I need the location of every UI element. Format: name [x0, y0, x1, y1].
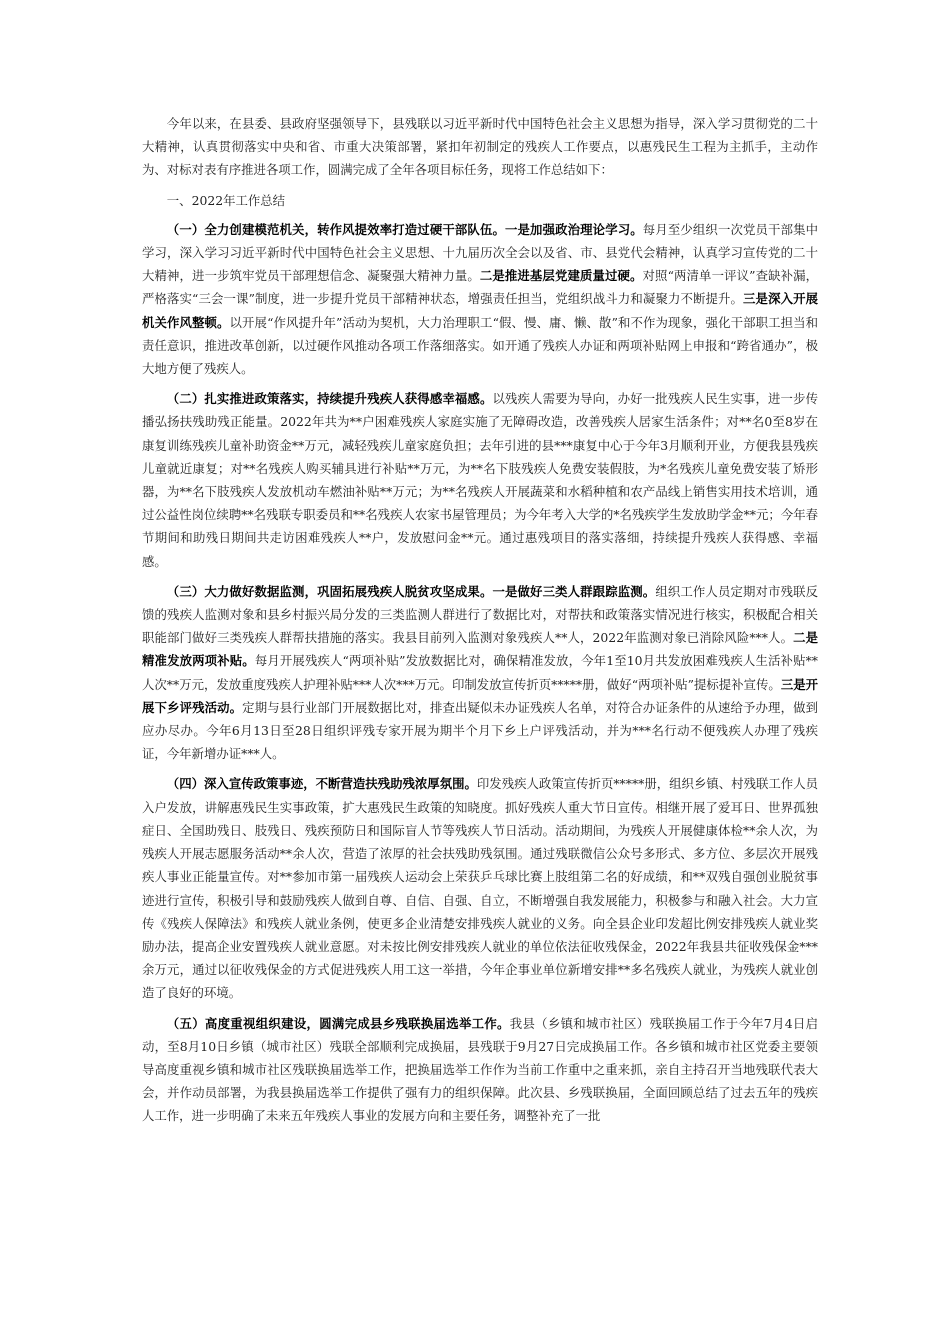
section-heading [142, 189, 818, 212]
paragraph-5 [142, 1012, 818, 1128]
paragraph-1-title: （一）全力创建模范机关，转作风提效率打造过硬干部队伍。 [166, 221, 505, 237]
document-page [142, 112, 818, 1135]
paragraph-3 [142, 580, 818, 766]
paragraph-4-text: 印发残疾人政策宣传折页*****册，组织乡镇、村残联工作人员入户发放，讲解惠残民生实事政策，扩大惠残民生政策的知晓度。抓好残疾人重大节日宣传。相继开展了爱耳日、世界孤独症日、全国助残日、肢残日、残疾预防日和国际盲人节等残疾人节日活动。活动期间，为残疾人开展健康体检**余人次，为残疾人开展志愿服务活动**余人次，营造了浓厚的社会扶残助残氛围。通过残联微信公众号多形式、多方位、多层次开展残疾人事业正能量宣传。对**参加市第一届残疾人运动会上荣获乒乓球比赛上肢组第二名的好成绩，和**双残自强创业脱贫事迹进行宣传，积极引导和鼓励残疾人做到自尊、自信、自强、自立，不断增强自我发展能力，积极参与和融入社会。大力宣传《残疾人保障法》和残疾人就业条例，使更多企业清楚安排残疾人就业的义务。向全县企业印发超比例安排残疾人就业奖励办法，提高企业安置残疾人就业意愿。对未按比例安排残疾人就业的单位依法征收残保金，2022年我县共征收残保金***余万元，通过以征收残保金的方式促进残疾人用工这一举措，今年企事业单位新增安排**多名残疾人就业，为残疾人就业创造了良好的环境。 [142, 776, 818, 1001]
paragraph-3-lead-2: 二是精准发放两项补贴。 [142, 630, 818, 669]
paragraph-3-title: （三）大力做好数据监测，巩固拓展残疾人脱贫攻坚成果。 [166, 583, 493, 599]
paragraph-1-text-1: 每月至少组织一次党员干部集中学习，深入学习习近平新时代中国特色社会主义思想、十九届历次全会以及省、市、县党代会精神，认真学习宣传党的二十大精神，进一步筑牢党员干部理想信念、凝聚强大精神力量。 [142, 221, 819, 284]
paragraph-3-text-1: 组织工作人员定期对市残联反馈的残疾人监测对象和县乡村振兴局分发的三类监测人群进行了数据比对，对帮扶和政策落实情况进行核实，积极配合相关职能部门做好三类残疾人群帮扶措施的落实。我县目前列入监测对象残疾人**人，2022年监测对象已消除风险***人。 [142, 583, 819, 646]
paragraph-1-lead-2: 二是推进基层党建质量过硬。 [479, 268, 643, 284]
paragraph-2-title: （二）扎实推进政策落实，持续提升残疾人获得感幸福感。 [166, 391, 493, 407]
paragraph-1-lead-3: 三是深入开展机关作风整顿。 [142, 291, 819, 330]
paragraph-4-title: （四）深入宣传政策事迹，不断营造扶残助残浓厚氛围。 [166, 776, 477, 792]
paragraph-2-text: 以残疾人需要为导向，办好一批残疾人民生实事，进一步传播弘扬扶残助残正能量。2022年共为**户困难残疾人家庭实施了无障碍改造，改善残疾人居家生活条件；对**名0至8岁在康复训练残疾儿童补助资金**万元，减轻残疾儿童家庭负担；去年引进的县***康复中心于今年3月顺利开业，方便我县残疾儿童就近康复；对**名残疾人购买辅具进行补贴**万元，为**名下肢残疾人免费安装假肢，为*名残疾儿童免费安装了矫形器，为**名下肢残疾人发放机动车燃油补贴**万元；为**名残疾人开展蔬菜和水稻种植和农产品线上销售实用技术培训，通过公益性岗位续聘**名残联专职委员和**名残疾人农家书屋管理员；为今年考入大学的*名残疾学生发放助学金**元；今年春节期间和助残日期间共走访困难残疾人**户，发放慰问金**元。通过惠残项目的落实落细，持续提升残疾人获得感、幸福感。 [142, 391, 819, 569]
intro-text: 今年以来，在县委、县政府坚强领导下，县残联以习近平新时代中国特色社会主义思想为指导，深入学习贯彻党的二十大精神，认真贯彻落实中央和省、市重大决策部署，紧扣年初制定的残疾人工作要点，以惠残民生工程为主抓手，主动作为、对标对表有序推进各项工作，圆满完成了全年各项目标任务，现将工作总结如下： [142, 116, 818, 178]
paragraph-1-text-3: 以开展“作风提升年”活动为契机，大力治理职工“假、慢、庸、懒、散”和不作为现象，强化干部职工担当和责任意识，推进改革创新，以过硬作风推动各项工作落细落实。如开通了残疾人办证和两项补贴网上申报和“跨省通办”，极大地方便了残疾人。 [142, 314, 818, 377]
paragraph-1 [142, 218, 818, 380]
paragraph-2 [142, 387, 818, 573]
paragraph-5-text: 我县（乡镇和城市社区）残联换届工作于今年7月4日启动，至8月10日乡镇（城市社区）残联全部顺利完成换届，县残联于9月27日完成换届工作。各乡镇和城市社区党委主要领导高度重视乡镇和城市社区残联换届选举工作，把换届选举工作作为当前工作重中之重来抓，亲自主持召开当地残联代表大会，并作动员部署，为我县换届选举工作提供了强有力的组织保障。此次县、乡残联换届，全面回顾总结了过去五年的残疾人工作，进一步明确了未来五年残疾人事业的发展方向和主要任务，调整补充了一批 [142, 1015, 818, 1124]
paragraph-4 [142, 772, 818, 1004]
intro-paragraph [142, 112, 818, 182]
paragraph-3-lead-3: 三是开展下乡评残活动。 [142, 676, 819, 715]
section-heading-text: 一、2022年工作总结 [166, 192, 286, 208]
paragraph-1-lead-1: 一是加强政治理论学习。 [505, 221, 643, 237]
paragraph-1-text-2: 对照“两清单一评议”查缺补漏，严格落实“三会一课”制度，进一步提升党员干部精神状态，增强责任担当，党组织战斗力和凝聚力不断提升。 [142, 268, 819, 307]
paragraph-3-text-3: 定期与县行业部门开展数据比对，排查出疑似未办证残疾人名单，对符合办证条件的从速给予办理，做到应办尽办。今年6月13日至28日组织评残专家开展为期半个月下乡上户评残活动，并为***名行动不便残疾人办理了残疾证，今年新增办证***人。 [142, 699, 819, 762]
paragraph-5-title: （五）高度重视组织建设，圆满完成县乡残联换届选举工作。 [166, 1015, 510, 1031]
paragraph-3-lead-1: 一是做好三类人群跟踪监测。 [492, 583, 656, 599]
paragraph-3-text-2: 每月开展残疾人“两项补贴”发放数据比对，确保精准发放，今年1至10月共发放困难残疾人生活补贴**人次**万元，发放重度残疾人护理补贴***人次***万元。印制发放宣传折页*****册，做好“两项补贴”提标提补宣传。 [142, 653, 818, 692]
